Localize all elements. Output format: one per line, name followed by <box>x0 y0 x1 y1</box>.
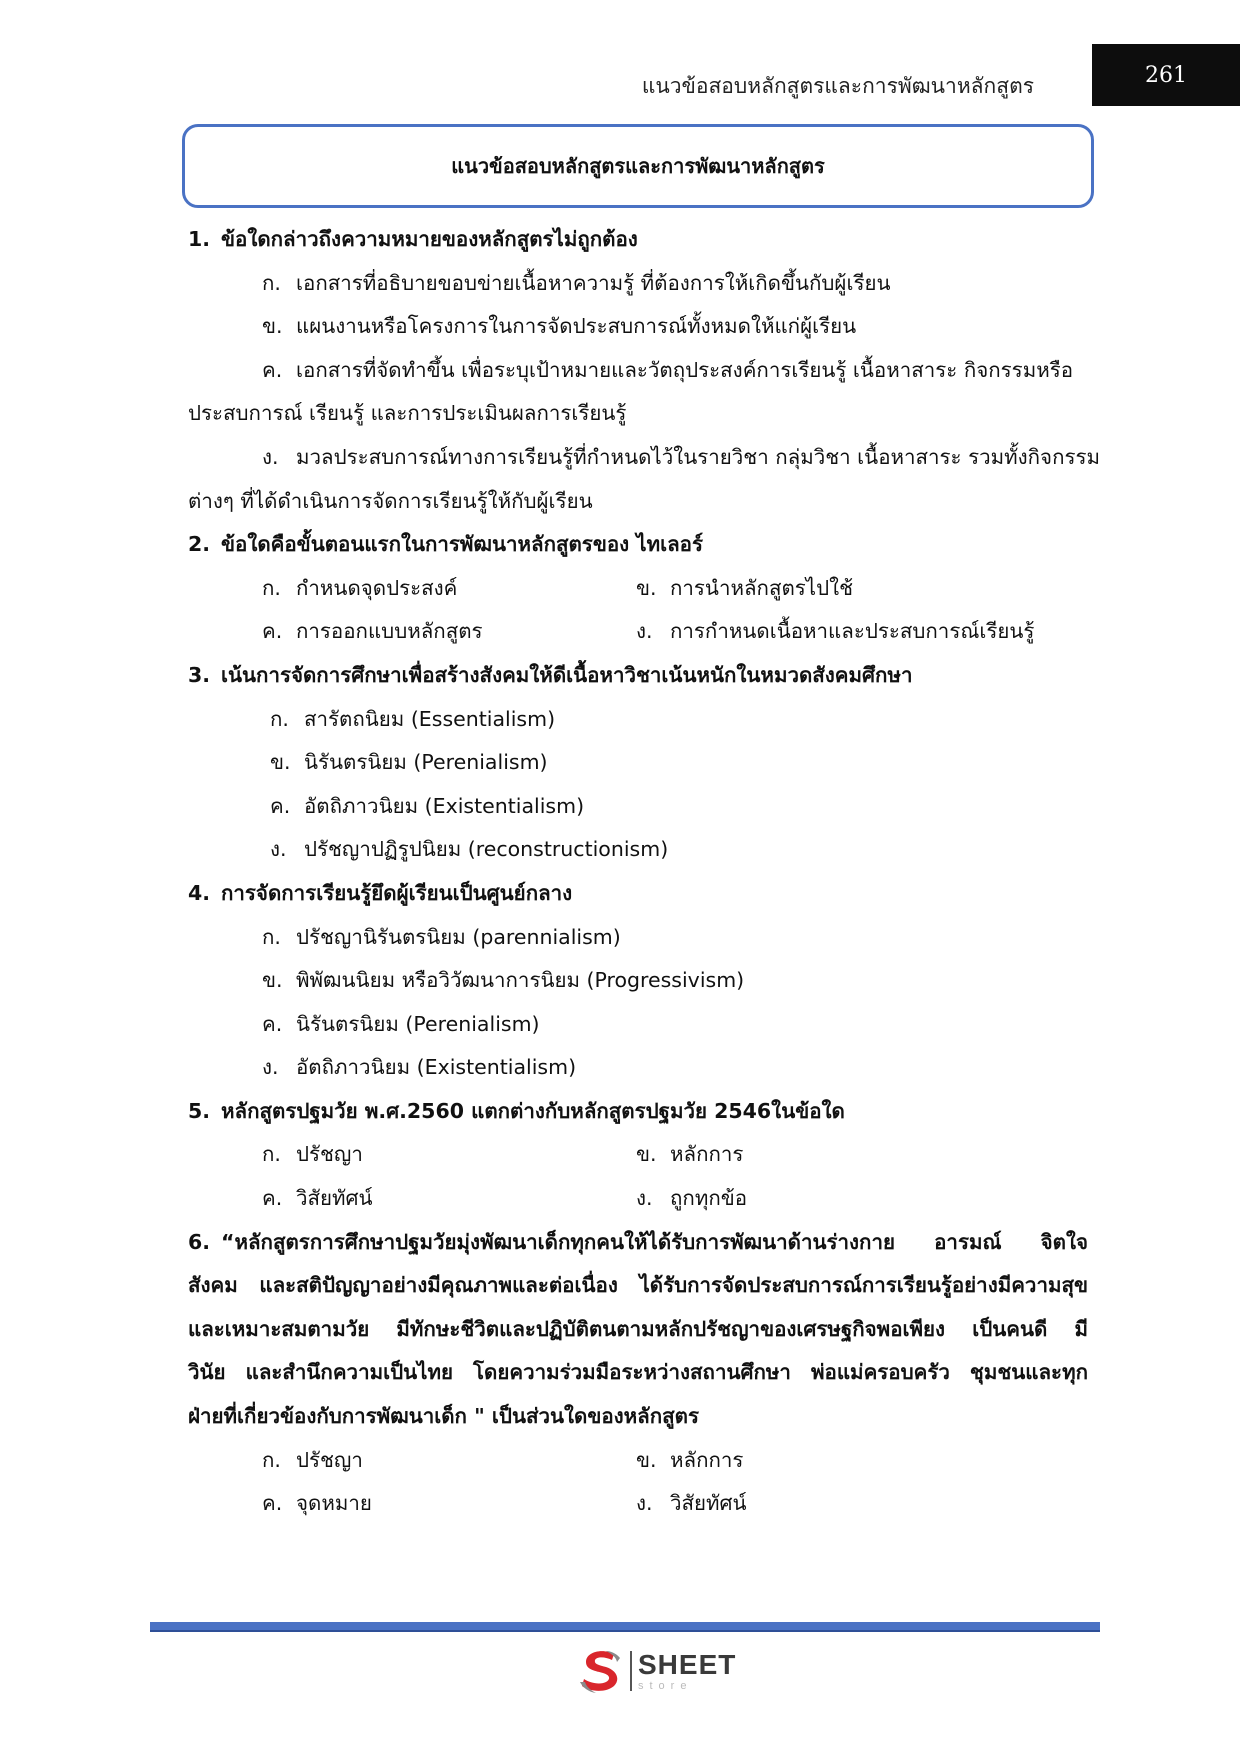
question-list <box>188 218 1101 1526</box>
option-label: ง. <box>270 837 287 862</box>
option-text: ปรัชญาปฏิรูปนิยม (reconstructionism) <box>304 837 669 862</box>
option-label: ข. <box>270 750 291 775</box>
question-3 <box>188 654 1088 698</box>
question-number: 5. <box>188 1098 211 1123</box>
option-text: การกำหนดเนื้อหาและประสบการณ์เรียนรู้ <box>670 619 1035 644</box>
option-label: ง. <box>262 1055 279 1080</box>
option-row <box>188 610 1088 654</box>
option-text: อัตถิภาวนิยม (Existentialism) <box>304 793 585 818</box>
running-header-title: แนวข้อสอบหลักสูตรและการพัฒนาหลักสูตร <box>641 74 1034 98</box>
option-text: นิรันตรนิยม (Perenialism) <box>296 1011 540 1036</box>
question-number: 2. <box>188 532 211 557</box>
option-c <box>262 1177 636 1221</box>
question-text: การจัดการเรียนรู้ยึดผู้เรียนเป็นศูนย์กลาง <box>221 880 573 905</box>
question-5 <box>188 1090 1088 1134</box>
option-d <box>636 610 1034 654</box>
sheet-store-logo <box>576 1646 746 1696</box>
option-label: ก. <box>262 1142 281 1167</box>
option-text: ปรัชญา <box>296 1142 363 1167</box>
option-d <box>636 1482 747 1526</box>
option-d <box>188 1046 1088 1090</box>
option-text: หลักการ <box>670 1447 744 1472</box>
question-4 <box>188 872 1088 916</box>
option-label: ค. <box>262 357 283 382</box>
option-label: ง. <box>636 619 653 644</box>
option-text: มวลประสบการณ์ทางการเรียนรู้ที่กำหนดไว้ในรายวิชา กลุ่มวิชา เนื้อหาสาระ รวมทั้งกิจกรรม <box>296 444 1101 469</box>
option-c <box>262 610 636 654</box>
option-label: ข. <box>262 314 283 339</box>
option-text: เอกสารที่จัดทำขึ้น เพื่อระบุเป้าหมายและวัตถุประสงค์การเรียนรู้ เนื้อหาสาระ กิจกรรมหรือ <box>296 357 1074 382</box>
option-label: ง. <box>636 1186 653 1211</box>
sheet-store-s-logo-icon <box>576 1646 626 1696</box>
option-text: ถูกทุกข้อ <box>670 1186 748 1211</box>
option-label: ข. <box>636 1447 657 1472</box>
option-text: วิสัยทัศน์ <box>296 1186 373 1211</box>
option-a <box>262 567 636 611</box>
option-row <box>188 567 1088 611</box>
question-6-line-4: วินัย และสำนึกความเป็นไทย โดยความร่วมมือระหว่างสถานศึกษา พ่อแม่ครอบครัว ชุมชนและทุก <box>188 1360 1088 1385</box>
question-6-line-5: ฝ่ายที่เกี่ยวข้องกับการพัฒนาเด็ก " เป็นส่วนใดของหลักสูตร <box>188 1404 699 1429</box>
option-c <box>188 349 1088 393</box>
logo-sub: store <box>638 1679 693 1692</box>
question-6-line-3: และเหมาะสมตามวัย มีทักษะชีวิตและปฏิบัติตนตามหลักปรัชญาของเศรษฐกิจพอเพียง เป็นคนดี มี <box>188 1316 1088 1341</box>
option-a <box>188 262 1088 306</box>
option-d-continuation: ต่างๆ ที่ได้ดำเนินการจัดการเรียนรู้ให้กับผู้เรียน <box>188 488 593 513</box>
option-a <box>262 1439 636 1483</box>
option-text: ปรัชญานิรันตรนิยม (parennialism) <box>296 924 621 949</box>
option-text: พิพัฒนนิยม หรือวิวัฒนาการนิยม (Progressivism) <box>296 968 745 993</box>
option-text: วิสัยทัศน์ <box>670 1491 747 1516</box>
question-text: หลักสูตรปฐมวัย พ.ศ.2560 แตกต่างกับหลักสูตรปฐมวัย 2546ในข้อใด <box>221 1098 845 1123</box>
option-label: ค. <box>262 1491 283 1516</box>
option-label: ค. <box>270 793 291 818</box>
option-label: ค. <box>262 1011 283 1036</box>
option-label: ก. <box>262 575 281 600</box>
question-6-line-2: สังคม และสติปัญญาอย่างมีคุณภาพและต่อเนื่อง ได้รับการจัดประสบการณ์การเรียนรู้อย่างมีความสุข <box>188 1273 1088 1298</box>
logo-text <box>638 1648 737 1692</box>
option-c <box>188 1003 1088 1047</box>
option-text: เอกสารที่อธิบายขอบข่ายเนื้อหาความรู้ ที่ต้องการให้เกิดขึ้นกับผู้เรียน <box>296 270 891 295</box>
option-b <box>636 567 853 611</box>
option-c <box>188 785 1088 829</box>
option-label: ง. <box>636 1491 653 1516</box>
option-text: การนำหลักสูตรไปใช้ <box>670 575 854 600</box>
option-row <box>188 1133 1088 1177</box>
option-label: ก. <box>262 270 281 295</box>
question-number: 4. <box>188 880 211 905</box>
option-a <box>188 916 1088 960</box>
question-number: 3. <box>188 662 211 687</box>
question-1 <box>188 218 1088 262</box>
option-label: ข. <box>262 968 283 993</box>
option-row <box>188 1482 1088 1526</box>
option-b <box>636 1133 743 1177</box>
section-title-box <box>182 124 1094 208</box>
option-label: ข. <box>636 1142 657 1167</box>
question-6-line-1 <box>188 1221 1088 1265</box>
option-label: ข. <box>636 575 657 600</box>
option-label: ง. <box>262 444 279 469</box>
question-text: “หลักสูตรการศึกษาปฐมวัยมุ่งพัฒนาเด็กทุกคนให้ได้รับการพัฒนาด้านร่างกาย อารมณ์ จิตใจ <box>221 1229 1088 1254</box>
page-number: 261 <box>1092 44 1240 106</box>
question-text: เน้นการจัดการศึกษาเพื่อสร้างสังคมให้ดีเนื้อหาวิชาเน้นหนักในหมวดสังคมศึกษา <box>221 662 913 687</box>
section-title: แนวข้อสอบหลักสูตรและการพัฒนาหลักสูตร <box>451 154 825 178</box>
option-a <box>262 1133 636 1177</box>
option-b <box>636 1439 743 1483</box>
option-text: นิรันตรนิยม (Perenialism) <box>304 750 548 775</box>
option-text: สารัตถนิยม (Essentialism) <box>304 706 556 731</box>
option-text: หลักการ <box>670 1142 744 1167</box>
logo-word: SHEET <box>638 1648 737 1680</box>
question-text: ข้อใดคือขั้นตอนแรกในการพัฒนาหลักสูตรของ ไทเลอร์ <box>221 532 704 557</box>
option-c <box>262 1482 636 1526</box>
option-d <box>188 828 1088 872</box>
option-text: กำหนดจุดประสงค์ <box>296 575 458 600</box>
option-b <box>188 959 1088 1003</box>
option-d <box>188 436 1101 480</box>
option-label: ก. <box>262 924 281 949</box>
option-text: จุดหมาย <box>296 1491 372 1516</box>
option-row <box>188 1439 1088 1483</box>
option-row <box>188 1177 1088 1221</box>
option-c-continuation: ประสบการณ์ เรียนรู้ และการประเมินผลการเรียนรู้ <box>188 401 627 426</box>
option-b <box>188 741 1088 785</box>
option-a <box>188 698 1088 742</box>
question-number: 6. <box>188 1229 211 1254</box>
option-text: อัตถิภาวนิยม (Existentialism) <box>296 1055 577 1080</box>
option-label: ก. <box>262 1447 281 1472</box>
option-label: ค. <box>262 619 283 644</box>
option-text: แผนงานหรือโครงการในการจัดประสบการณ์ทั้งหมดให้แก่ผู้เรียน <box>296 314 857 339</box>
option-text: ปรัชญา <box>296 1447 363 1472</box>
option-d <box>636 1177 747 1221</box>
question-text: ข้อใดกล่าวถึงความหมายของหลักสูตรไม่ถูกต้อง <box>221 227 638 251</box>
option-label: ค. <box>262 1186 283 1211</box>
option-label: ก. <box>270 706 289 731</box>
logo-divider <box>630 1651 632 1691</box>
question-2 <box>188 523 1088 567</box>
footer-divider <box>150 1622 1100 1632</box>
option-text: การออกแบบหลักสูตร <box>296 619 483 644</box>
question-number: 1. <box>188 227 211 251</box>
option-b <box>188 305 1088 349</box>
